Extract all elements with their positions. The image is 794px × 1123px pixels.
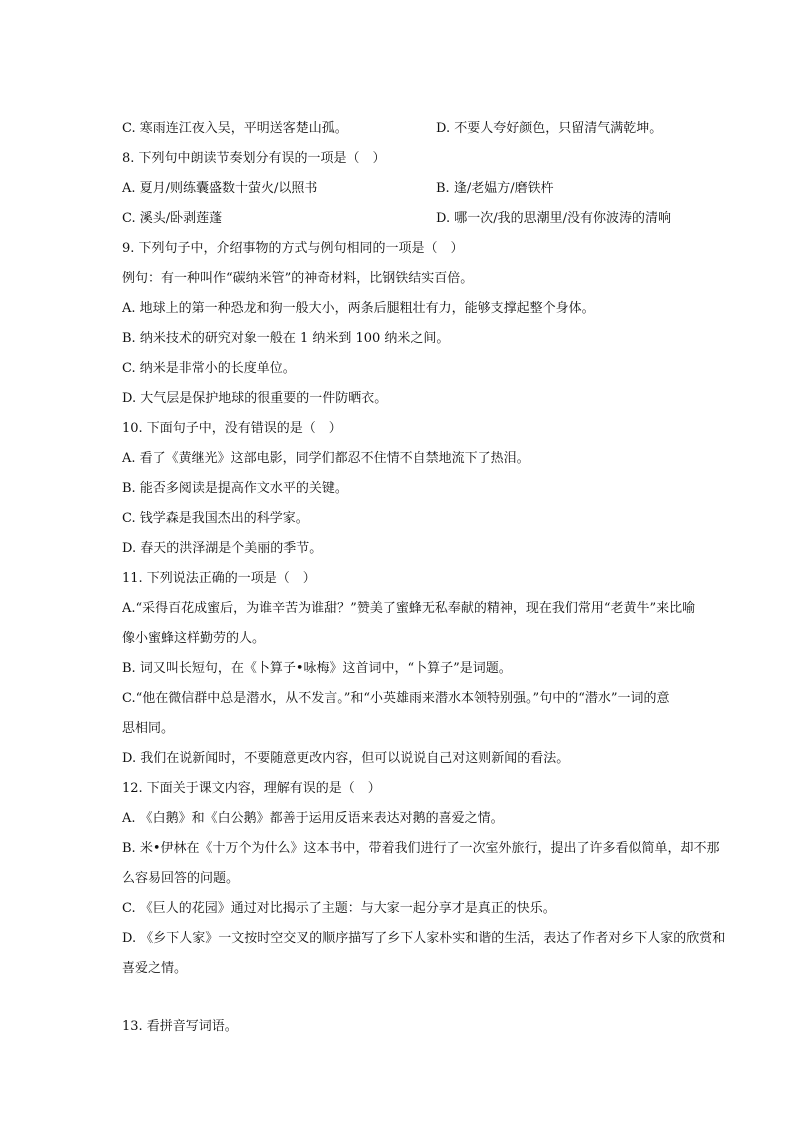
q12-option-d-line2: 喜爱之情。	[122, 961, 188, 976]
question-9: 9. 下列句子中，介绍事物的方式与例句相同的一项是（ ）	[122, 241, 464, 256]
q9-option-d: D. 大气层是保护地球的很重要的一件防晒衣。	[122, 391, 388, 406]
q8-option-a: A. 夏月/则练囊盛数十萤火/以照书	[122, 181, 318, 196]
q8-option-b: B. 逢/老媪方/磨铁杵	[436, 181, 554, 196]
q10-option-a: A. 看了《黄继光》这部电影，同学们都忍不住情不自禁地流下了热泪。	[122, 451, 530, 466]
q12-option-a: A. 《白鹅》和《白公鹅》都善于运用反语来表达对鹅的喜爱之情。	[122, 811, 504, 826]
q10-option-c: C. 钱学森是我国杰出的科学家。	[122, 511, 309, 526]
q11-option-a-line1: A.“采得百花成蜜后，为谁辛苦为谁甜？”赞美了蜜蜂无私奉献的精神，现在我们常用“老黄牛”来比喻	[122, 601, 696, 616]
q9-option-c: C. 纳米是非常小的长度单位。	[122, 361, 296, 376]
q10-option-b: B. 能否多阅读是提高作文水平的关键。	[122, 481, 348, 496]
question-12: 12. 下面关于课文内容，理解有误的是（ ）	[122, 781, 381, 796]
q10-option-d: D. 春天的洪泽湖是个美丽的季节。	[122, 541, 323, 556]
q8-option-c: C. 溪头/卧剥莲蓬	[122, 211, 223, 226]
q9-option-a: A. 地球上的第一种恐龙和狗一般大小，两条后腿粗壮有力，能够支撑起整个身体。	[122, 301, 595, 316]
q8-option-d: D. 哪一次/我的思潮里/没有你波涛的清响	[436, 211, 671, 226]
question-8: 8. 下列句中朗读节奏划分有误的一项是（ ）	[122, 151, 386, 166]
q11-option-b: B. 词又叫长短句，在《卜算子•咏梅》这首词中，“卜算子”是词题。	[122, 661, 512, 676]
q7-option-d: D. 不要人夸好颜色，只留清气满乾坤。	[436, 121, 663, 136]
question-13: 13. 看拼音写词语。	[122, 1019, 238, 1034]
q11-option-c-line1: C.“他在微信群中总是潜水，从不发言。”和“小英雄雨来潜水本领特别强。”句中的“潜水”一词的意	[122, 691, 670, 706]
q9-example: 例句：有一种叫作“碳纳米管”的神奇材料，比钢铁结实百倍。	[122, 271, 474, 286]
question-11: 11. 下列说法正确的一项是（ ）	[122, 571, 316, 586]
q9-option-b: B. 纳米技术的研究对象一般在 1 纳米到 100 纳米之间。	[122, 331, 450, 346]
q12-option-c: C. 《巨人的花园》通过对比揭示了主题：与大家一起分享才是真正的快乐。	[122, 901, 556, 916]
q11-option-d: D. 我们在说新闻时，不要随意更改内容，但可以说说自己对这则新闻的看法。	[122, 751, 570, 766]
question-10: 10. 下面句子中，没有错误的是（ ）	[122, 421, 342, 436]
q7-option-c: C. 寒雨连江夜入吴，平明送客楚山孤。	[122, 121, 348, 136]
q12-option-d-line1: D. 《乡下人家》一文按时空交叉的顺序描写了乡下人家朴实和谐的生活，表达了作者对乡下人家的欣赏和	[122, 931, 726, 946]
q12-option-b-line2: 么容易回答的问题。	[122, 871, 240, 886]
q12-option-b-line1: B. 米•伊林在《十万个为什么》这本书中，带着我们进行了一次室外旅行，提出了许多看似简单，却不那	[122, 841, 720, 856]
q11-option-a-line2: 像小蜜蜂这样勤劳的人。	[122, 631, 266, 646]
q11-option-c-line2: 思相同。	[122, 721, 175, 736]
